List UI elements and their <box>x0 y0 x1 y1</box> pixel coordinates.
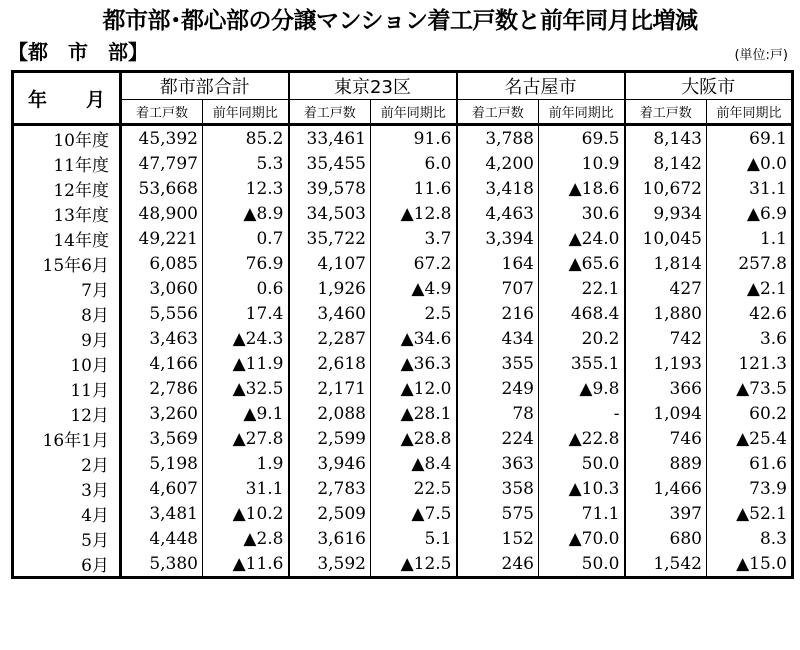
cell-tokyo-starts: 2,783 <box>289 476 371 501</box>
cell-urban-total-yoy: ▲11.6 <box>203 551 289 578</box>
cell-urban-total-yoy: 12.3 <box>203 176 289 201</box>
table-row <box>13 451 793 476</box>
cell-tokyo-yoy: ▲4.9 <box>371 276 457 301</box>
cell-nagoya-starts: 363 <box>457 451 539 476</box>
cell-osaka-starts: 1,542 <box>625 551 707 578</box>
cell-osaka-yoy: 8.3 <box>707 526 793 551</box>
subheader-starts: 着工戸数 <box>121 100 203 125</box>
cell-osaka-yoy: 69.1 <box>707 125 793 152</box>
cell-urban-total-yoy: 1.9 <box>203 451 289 476</box>
cell-nagoya-yoy: 20.2 <box>539 326 625 351</box>
cell-osaka-starts: 746 <box>625 426 707 451</box>
table-row <box>13 251 793 276</box>
cell-nagoya-starts: 3,788 <box>457 125 539 152</box>
cell-nagoya-yoy: ▲18.6 <box>539 176 625 201</box>
cell-osaka-starts: 889 <box>625 451 707 476</box>
cell-urban-total-yoy: 5.3 <box>203 151 289 176</box>
cell-nagoya-starts: 358 <box>457 476 539 501</box>
cell-osaka-starts: 8,143 <box>625 125 707 152</box>
cell-urban-total-starts: 2,786 <box>121 376 203 401</box>
cell-osaka-starts: 1,880 <box>625 301 707 326</box>
table-body <box>13 125 793 578</box>
cell-nagoya-yoy: ▲24.0 <box>539 226 625 251</box>
cell-nagoya-starts: 3,418 <box>457 176 539 201</box>
row-period-label: 11年度 <box>13 151 121 176</box>
cell-osaka-starts: 10,045 <box>625 226 707 251</box>
region-header-osaka: 大阪市 <box>625 72 793 100</box>
cell-tokyo-starts: 2,287 <box>289 326 371 351</box>
cell-urban-total-starts: 3,481 <box>121 501 203 526</box>
cell-nagoya-starts: 164 <box>457 251 539 276</box>
subheader-yoy: 前年同期比 <box>371 100 457 125</box>
row-period-label: 13年度 <box>13 201 121 226</box>
cell-osaka-yoy: 1.1 <box>707 226 793 251</box>
row-period-label: 2月 <box>13 451 121 476</box>
row-period-label: 5月 <box>13 526 121 551</box>
cell-nagoya-yoy: 71.1 <box>539 501 625 526</box>
cell-urban-total-starts: 5,198 <box>121 451 203 476</box>
table-row <box>13 201 793 226</box>
cell-tokyo-starts: 2,599 <box>289 426 371 451</box>
cell-tokyo-yoy: 6.0 <box>371 151 457 176</box>
row-period-label: 16年1月 <box>13 426 121 451</box>
cell-urban-total-yoy: 0.7 <box>203 226 289 251</box>
row-period-label: 6月 <box>13 551 121 578</box>
cell-urban-total-yoy: ▲27.8 <box>203 426 289 451</box>
cell-tokyo-yoy: 67.2 <box>371 251 457 276</box>
region-header-urban-total: 都市部合計 <box>121 72 289 100</box>
region-header-nagoya: 名古屋市 <box>457 72 625 100</box>
cell-urban-total-yoy: 85.2 <box>203 125 289 152</box>
cell-urban-total-yoy: ▲11.9 <box>203 351 289 376</box>
cell-osaka-yoy: 60.2 <box>707 401 793 426</box>
table-row <box>13 426 793 451</box>
cell-tokyo-yoy: ▲28.1 <box>371 401 457 426</box>
cell-osaka-yoy: 3.6 <box>707 326 793 351</box>
cell-tokyo-yoy: 11.6 <box>371 176 457 201</box>
cell-tokyo-starts: 2,618 <box>289 351 371 376</box>
cell-urban-total-yoy: ▲24.3 <box>203 326 289 351</box>
cell-tokyo-yoy: 5.1 <box>371 526 457 551</box>
cell-urban-total-starts: 3,463 <box>121 326 203 351</box>
cell-urban-total-yoy: 76.9 <box>203 251 289 276</box>
cell-osaka-starts: 427 <box>625 276 707 301</box>
cell-osaka-starts: 1,814 <box>625 251 707 276</box>
cell-osaka-yoy: 42.6 <box>707 301 793 326</box>
cell-tokyo-starts: 1,926 <box>289 276 371 301</box>
table-row <box>13 501 793 526</box>
cell-nagoya-yoy: ▲65.6 <box>539 251 625 276</box>
cell-osaka-starts: 1,094 <box>625 401 707 426</box>
cell-urban-total-yoy: 17.4 <box>203 301 289 326</box>
cell-tokyo-yoy: 22.5 <box>371 476 457 501</box>
cell-tokyo-yoy: 2.5 <box>371 301 457 326</box>
cell-nagoya-starts: 152 <box>457 526 539 551</box>
cell-urban-total-yoy: 31.1 <box>203 476 289 501</box>
cell-tokyo-yoy: ▲34.6 <box>371 326 457 351</box>
cell-tokyo-starts: 33,461 <box>289 125 371 152</box>
cell-tokyo-yoy: ▲8.4 <box>371 451 457 476</box>
subheader-starts: 着工戸数 <box>457 100 539 125</box>
row-period-label: 12月 <box>13 401 121 426</box>
cell-tokyo-starts: 2,171 <box>289 376 371 401</box>
cell-nagoya-yoy: 468.4 <box>539 301 625 326</box>
cell-tokyo-starts: 3,460 <box>289 301 371 326</box>
cell-tokyo-starts: 35,455 <box>289 151 371 176</box>
cell-osaka-yoy: ▲0.0 <box>707 151 793 176</box>
row-period-label: 8月 <box>13 301 121 326</box>
row-period-label: 9月 <box>13 326 121 351</box>
cell-nagoya-starts: 4,200 <box>457 151 539 176</box>
row-period-label: 15年6月 <box>13 251 121 276</box>
cell-urban-total-starts: 3,260 <box>121 401 203 426</box>
cell-nagoya-starts: 434 <box>457 326 539 351</box>
cell-nagoya-starts: 575 <box>457 501 539 526</box>
row-period-label: 14年度 <box>13 226 121 251</box>
table-row <box>13 326 793 351</box>
cell-nagoya-starts: 707 <box>457 276 539 301</box>
cell-urban-total-yoy: ▲8.9 <box>203 201 289 226</box>
cell-osaka-starts: 366 <box>625 376 707 401</box>
cell-osaka-yoy: ▲6.9 <box>707 201 793 226</box>
row-period-label: 11月 <box>13 376 121 401</box>
cell-tokyo-starts: 3,592 <box>289 551 371 578</box>
unit-label: (単位:戸) <box>734 48 788 63</box>
row-period-label: 4月 <box>13 501 121 526</box>
row-period-label: 10年度 <box>13 125 121 152</box>
cell-nagoya-yoy: - <box>539 401 625 426</box>
cell-nagoya-starts: 224 <box>457 426 539 451</box>
region-header-tokyo: 東京23区 <box>289 72 457 100</box>
cell-tokyo-yoy: ▲12.8 <box>371 201 457 226</box>
cell-urban-total-starts: 5,380 <box>121 551 203 578</box>
subheader-yoy: 前年同期比 <box>203 100 289 125</box>
cell-urban-total-yoy: 0.6 <box>203 276 289 301</box>
page-title: 都市部･都心部の分譲マンション着工戸数と前年同月比増減 <box>102 8 698 34</box>
cell-osaka-starts: 1,193 <box>625 351 707 376</box>
cell-urban-total-yoy: ▲2.8 <box>203 526 289 551</box>
cell-nagoya-yoy: ▲9.8 <box>539 376 625 401</box>
cell-tokyo-starts: 3,946 <box>289 451 371 476</box>
table-row <box>13 351 793 376</box>
cell-osaka-yoy: 31.1 <box>707 176 793 201</box>
row-period-label: 3月 <box>13 476 121 501</box>
cell-nagoya-yoy: 22.1 <box>539 276 625 301</box>
cell-nagoya-yoy: ▲70.0 <box>539 526 625 551</box>
cell-urban-total-starts: 4,607 <box>121 476 203 501</box>
cell-tokyo-starts: 4,107 <box>289 251 371 276</box>
table-row <box>13 125 793 152</box>
cell-osaka-yoy: ▲52.1 <box>707 501 793 526</box>
cell-tokyo-yoy: 91.6 <box>371 125 457 152</box>
table-row <box>13 151 793 176</box>
cell-tokyo-yoy: ▲7.5 <box>371 501 457 526</box>
cell-urban-total-starts: 4,448 <box>121 526 203 551</box>
table-row <box>13 551 793 578</box>
cell-urban-total-yoy: ▲10.2 <box>203 501 289 526</box>
subheader-starts: 着工戸数 <box>625 100 707 125</box>
cell-tokyo-starts: 34,503 <box>289 201 371 226</box>
table-row <box>13 376 793 401</box>
cell-urban-total-starts: 49,221 <box>121 226 203 251</box>
cell-tokyo-yoy: ▲36.3 <box>371 351 457 376</box>
cell-tokyo-yoy: ▲12.0 <box>371 376 457 401</box>
cell-urban-total-starts: 48,900 <box>121 201 203 226</box>
cell-osaka-yoy: ▲15.0 <box>707 551 793 578</box>
row-period-label: 12年度 <box>13 176 121 201</box>
cell-osaka-yoy: ▲73.5 <box>707 376 793 401</box>
table-row <box>13 301 793 326</box>
subheader-yoy: 前年同期比 <box>707 100 793 125</box>
cell-tokyo-starts: 3,616 <box>289 526 371 551</box>
cell-osaka-yoy: 61.6 <box>707 451 793 476</box>
cell-osaka-starts: 8,142 <box>625 151 707 176</box>
cell-tokyo-starts: 35,722 <box>289 226 371 251</box>
table-row <box>13 476 793 501</box>
cell-nagoya-yoy: ▲22.8 <box>539 426 625 451</box>
housing-starts-table <box>11 70 794 579</box>
row-period-label: 7月 <box>13 276 121 301</box>
cell-osaka-yoy: 73.9 <box>707 476 793 501</box>
cell-osaka-starts: 1,466 <box>625 476 707 501</box>
table-row <box>13 226 793 251</box>
cell-tokyo-yoy: ▲12.5 <box>371 551 457 578</box>
cell-urban-total-starts: 45,392 <box>121 125 203 152</box>
table-row <box>13 526 793 551</box>
cell-urban-total-starts: 5,556 <box>121 301 203 326</box>
cell-osaka-yoy: 257.8 <box>707 251 793 276</box>
cell-osaka-starts: 397 <box>625 501 707 526</box>
subheader-starts: 着工戸数 <box>289 100 371 125</box>
cell-osaka-starts: 680 <box>625 526 707 551</box>
cell-tokyo-starts: 2,088 <box>289 401 371 426</box>
cell-osaka-starts: 742 <box>625 326 707 351</box>
section-label: 【都 市 部】 <box>8 40 148 64</box>
cell-nagoya-starts: 78 <box>457 401 539 426</box>
cell-tokyo-yoy: ▲28.8 <box>371 426 457 451</box>
cell-urban-total-starts: 3,060 <box>121 276 203 301</box>
cell-urban-total-yoy: ▲32.5 <box>203 376 289 401</box>
cell-urban-total-starts: 6,085 <box>121 251 203 276</box>
table-row <box>13 276 793 301</box>
cell-osaka-yoy: 121.3 <box>707 351 793 376</box>
cell-nagoya-yoy: 10.9 <box>539 151 625 176</box>
cell-nagoya-yoy: 50.0 <box>539 451 625 476</box>
cell-osaka-yoy: ▲25.4 <box>707 426 793 451</box>
cell-nagoya-starts: 355 <box>457 351 539 376</box>
month-column-header: 年 月 <box>13 72 121 125</box>
cell-urban-total-starts: 47,797 <box>121 151 203 176</box>
cell-osaka-yoy: ▲2.1 <box>707 276 793 301</box>
cell-urban-total-yoy: ▲9.1 <box>203 401 289 426</box>
cell-nagoya-yoy: 355.1 <box>539 351 625 376</box>
cell-osaka-starts: 9,934 <box>625 201 707 226</box>
cell-urban-total-starts: 53,668 <box>121 176 203 201</box>
cell-urban-total-starts: 4,166 <box>121 351 203 376</box>
cell-tokyo-starts: 2,509 <box>289 501 371 526</box>
table-row <box>13 176 793 201</box>
cell-tokyo-starts: 39,578 <box>289 176 371 201</box>
cell-nagoya-yoy: ▲10.3 <box>539 476 625 501</box>
cell-osaka-starts: 10,672 <box>625 176 707 201</box>
cell-nagoya-starts: 216 <box>457 301 539 326</box>
cell-nagoya-yoy: 30.6 <box>539 201 625 226</box>
cell-nagoya-yoy: 50.0 <box>539 551 625 578</box>
subheader-yoy: 前年同期比 <box>539 100 625 125</box>
cell-nagoya-starts: 3,394 <box>457 226 539 251</box>
cell-nagoya-starts: 249 <box>457 376 539 401</box>
cell-nagoya-starts: 246 <box>457 551 539 578</box>
row-period-label: 10月 <box>13 351 121 376</box>
cell-urban-total-starts: 3,569 <box>121 426 203 451</box>
cell-tokyo-yoy: 3.7 <box>371 226 457 251</box>
cell-nagoya-yoy: 69.5 <box>539 125 625 152</box>
table-row <box>13 401 793 426</box>
cell-nagoya-starts: 4,463 <box>457 201 539 226</box>
